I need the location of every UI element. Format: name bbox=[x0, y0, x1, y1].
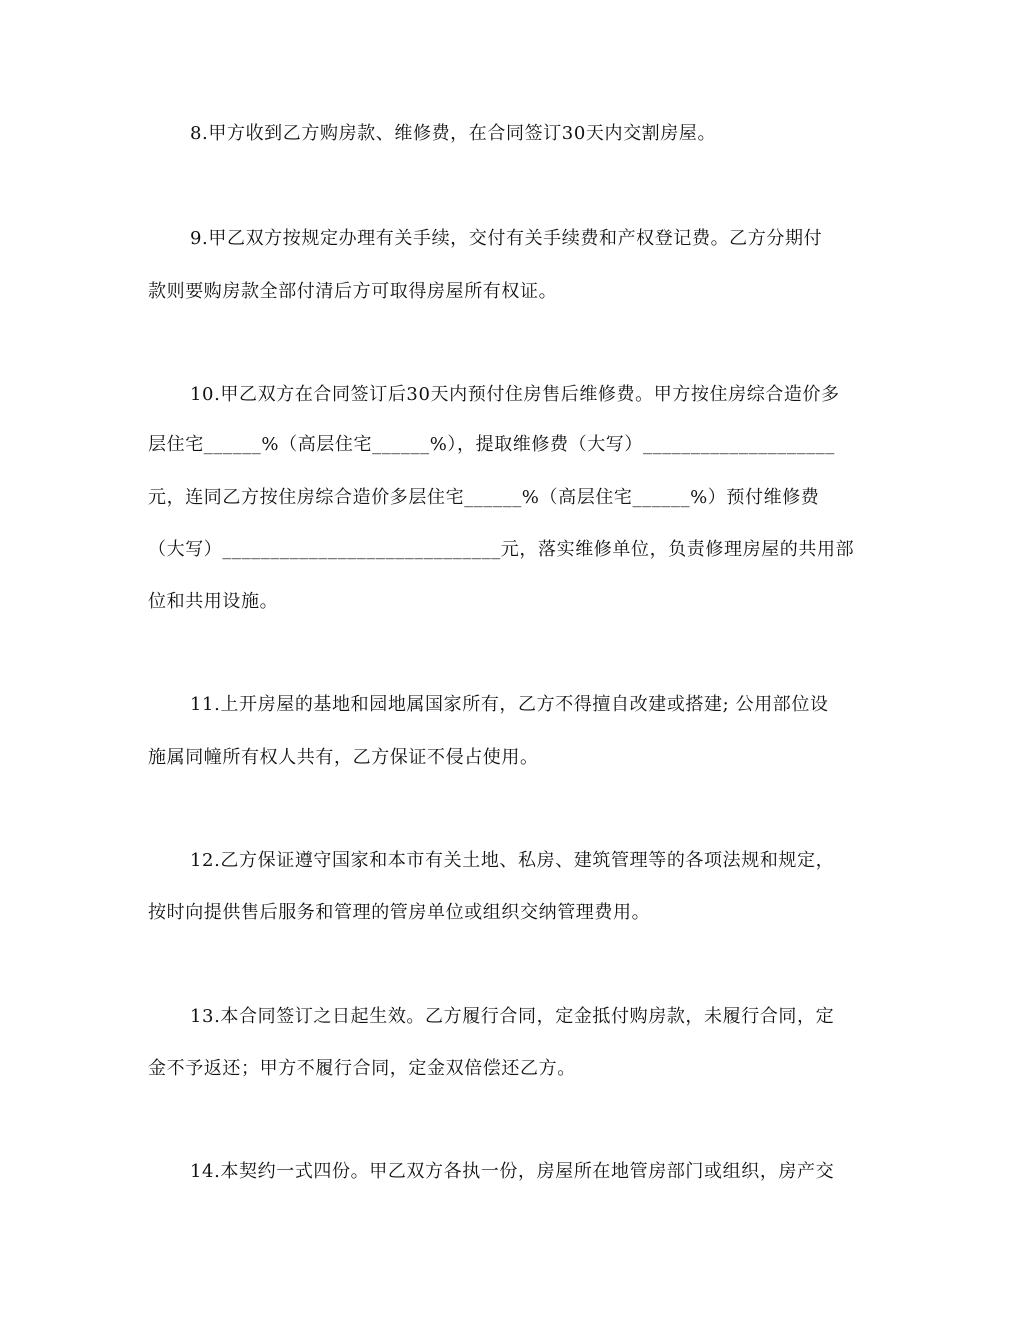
clause-13-line-2: 金不予返还；甲方不履行合同，定金双倍偿还乙方。 bbox=[148, 1058, 576, 1079]
clause-10-line-5: 位和共用设施。 bbox=[148, 591, 279, 612]
clause-14-line-1: 14.本契约一式四份。甲乙双方各执一份，房屋所在地管房部门或组织，房产交 bbox=[190, 1161, 835, 1182]
clause-10-line-2: 层住宅______%（高层住宅______%），提取维修费（大写）____________________ bbox=[148, 434, 836, 455]
clause-12-line-2: 按时向提供售后服务和管理的管房单位或组织交纳管理费用。 bbox=[148, 902, 651, 923]
clause-10-line-1: 10.甲乙双方在合同签订后30天内预付住房售后维修费。甲方按住房综合造价多 bbox=[190, 384, 840, 405]
clause-11-line-2: 施属同幢所有权人共有，乙方保证不侵占使用。 bbox=[148, 747, 539, 768]
clause-8-line-1: 8.甲方收到乙方购房款、维修费，在合同签订30天内交割房屋。 bbox=[190, 123, 717, 144]
clause-13-line-1: 13.本合同签订之日起生效。乙方履行合同，定金抵付购房款，未履行合同，定 bbox=[190, 1006, 835, 1027]
clause-9-line-2: 款则要购房款全部付清后方可取得房屋所有权证。 bbox=[148, 281, 558, 302]
clause-10-line-4: （大写）_____________________________元，落实维修单位，负责修理房屋的共用部 bbox=[148, 539, 855, 560]
clause-11-line-1: 11.上开房屋的基地和园地属国家所有，乙方不得擅自改建或搭建; 公用部位设 bbox=[190, 694, 829, 715]
clause-9-line-1: 9.甲乙双方按规定办理有关手续，交付有关手续费和产权登记费。乙方分期付 bbox=[190, 228, 823, 249]
clause-12-line-1: 12.乙方保证遵守国家和本市有关土地、私房、建筑管理等的各项法规和规定， bbox=[190, 850, 835, 871]
clause-10-line-3: 元，连同乙方按住房综合造价多层住宅______%（高层住宅______%）预付维修费 bbox=[148, 487, 820, 508]
